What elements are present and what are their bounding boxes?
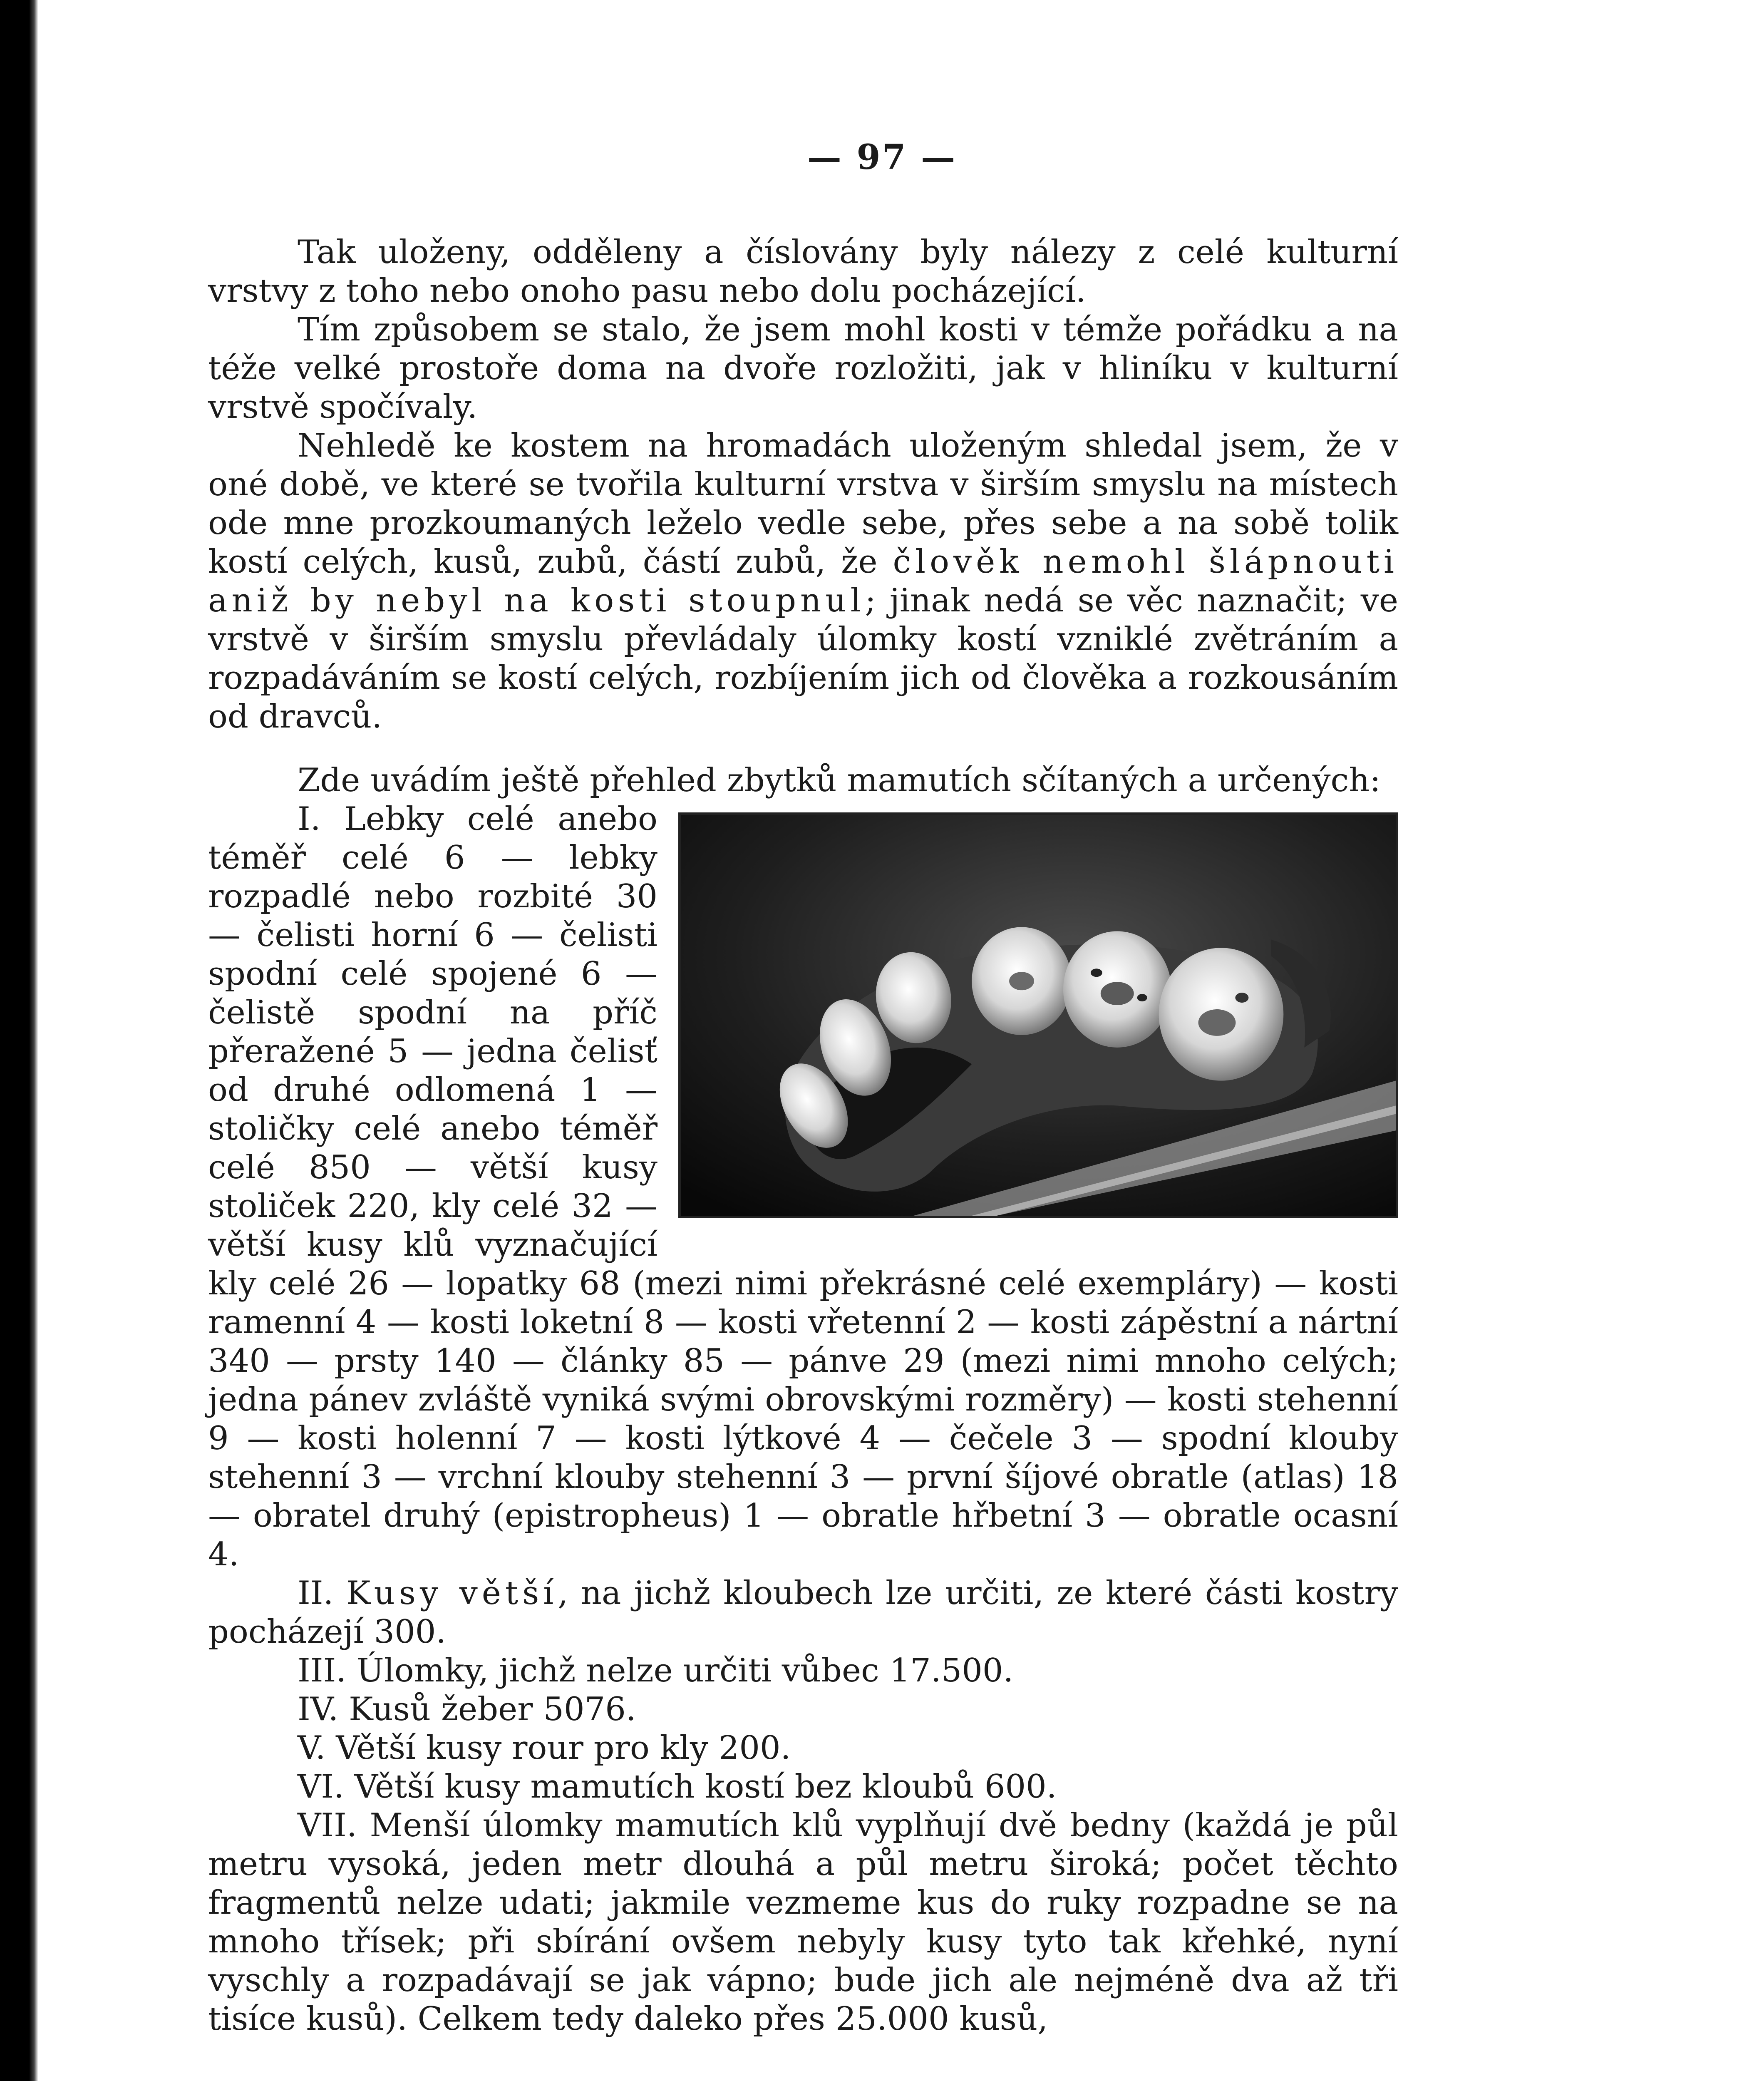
paragraph-3-start: Nehledě ke kostem na hromadách uloženým shledal jsem, že v oné době, ve které se tvořila kulturní vrstva v širším smyslu na místech ode mne prozkoumaných leželo vedle sebe, přes sebe a na sobě tolik kostí celých, kusů, zubů, částí zubů, že — [208, 427, 1398, 581]
list-item-6: VI. Větší kusy mamutích kostí bez kloubů 600. — [298, 1768, 1057, 1805]
list-item-2-rest: , na jichž kloubech lze určiti, ze které části kostry pocházejí 300. — [208, 1574, 1399, 1651]
mammoth-jaw-photo-icon — [678, 812, 1398, 1218]
list-item-4: IV. Kusů žeber 5076. — [298, 1691, 636, 1728]
list-item-1: I. Lebky celé anebo téměř celé 6 — lebky rozpadlé nebo rozbité 30 — čelisti horní 6 — čelisti spodní celé spojené 6 — čelistě spodní na příč přeražené 5 — jedna čelisť od druhé odlomená 1 — stoličky celé anebo téměř celé 850 — větší kusy stoliček 220, kly celé 32 — větší kusy klů vyznačující kly celé 26 — lopatky 68 (mezi nimi překrásné celé exempláry) — kosti ramenní 4 — kosti loketní 8 — kosti vřetenní 2 — kosti zápěstní a nártní 340 — prsty 140 — články 85 — pánve 29 (mezi nimi mnoho celých; jedna pánev zvláště vyniká svými obrovskými rozměry) — kosti stehenní 9 — kosti holenní 7 — kosti lýtkové 4 — čečele 3 — spodní klouby stehenní 3 — vrchní klouby stehenní 3 — první šíjové obratle (atlas) 18 — obratel druhý (epistropheus) 1 — obratle hřbetní 3 — obratle ocasní 4. — [208, 800, 1398, 1573]
paragraph-1: Tak uloženy, odděleny a číslovány byly nálezy z celé kulturní vrstvy z toho nebo onoho pasu nebo dolu pocházející. — [208, 233, 1398, 310]
list-item-5: V. Větší kusy rour pro kly 200. — [298, 1729, 791, 1767]
page-number: — 97 — — [807, 137, 957, 177]
paragraph-3 — [208, 427, 1398, 736]
list-item-2-lead: II. — [298, 1574, 347, 1612]
paragraph-3-spaced-emphasis: člověk nemohl šlápnouti aniž by nebyl na kosti stoupnul — [208, 543, 1398, 619]
list-item-2-spaced: Kusy větší — [346, 1574, 558, 1612]
page-body — [208, 233, 1398, 2039]
paragraph-2: Tím způsobem se stalo, že jsem mohl kosti v témže pořádku a na téže velké prostoře doma na dvoře rozložiti, jak v hliníku v kulturní vrstvě spočívaly. — [208, 311, 1398, 426]
figure-mammoth-jaw — [678, 812, 1398, 1218]
list-item-3: III. Úlomky, jichž nelze určiti vůbec 17.500. — [298, 1652, 1014, 1689]
book-spine-edge — [0, 0, 38, 2081]
paragraph-4: Zde uvádím ještě přehled zbytků mamutích sčítaných a určených: — [298, 762, 1381, 799]
list-item-2 — [208, 1574, 1398, 1651]
paragraph-3-end: ; jinak nedá se věc naznačit; ve vrstvě v širším smyslu převládaly úlomky kostí vzniklé zvětráním a rozpadáváním se kostí celých, rozbíjením jich od člověka a rozkousáním od dravců. — [208, 582, 1399, 735]
list-item-7: VII. Menší úlomky mamutích klů vyplňují dvě bedny (každá je půl metru vysoká, jeden metr dlouhá a půl metru široká; počet těchto fragmentů nelze udati; jakmile vezmeme kus do ruky rozpadne se na mnoho třísek; při sbírání ovšem nebyly kusy tyto tak křehké, nyní vyschly a rozpadávají se jak vápno; bude jich ale nejméně dva až tři tisíce kusů). Celkem tedy daleko přes 25.000 kusů, — [208, 1807, 1398, 2038]
